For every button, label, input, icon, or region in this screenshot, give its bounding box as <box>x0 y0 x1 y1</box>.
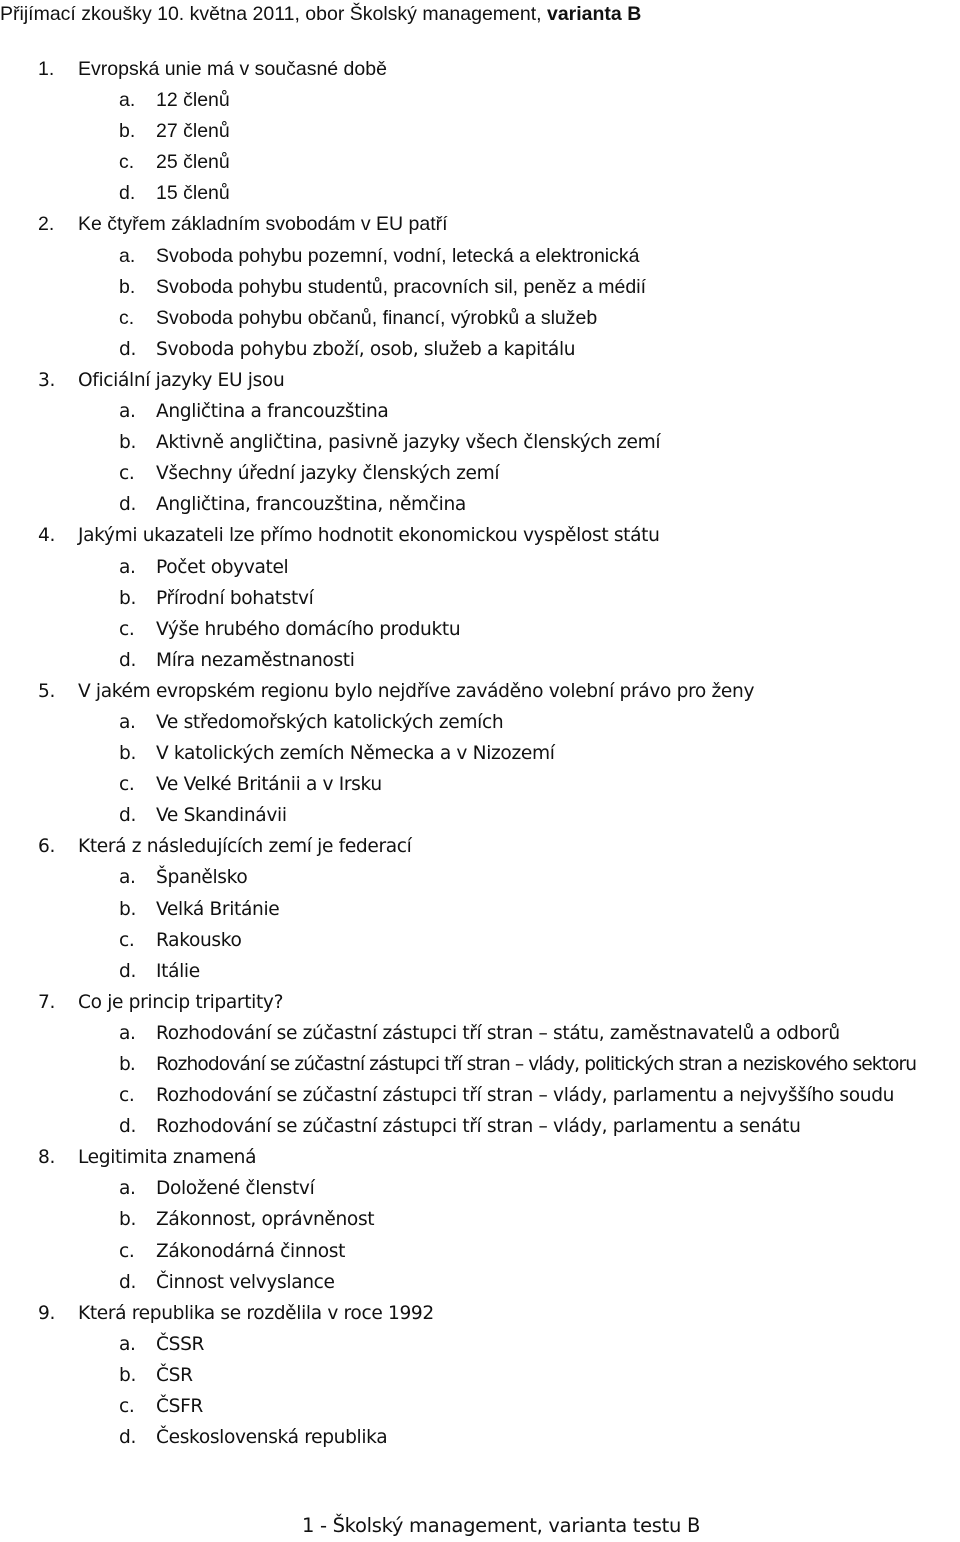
option-letter: c. <box>119 929 135 951</box>
option-text: Doložené členství <box>156 1178 315 1200</box>
option-text: ČSR <box>156 1364 193 1386</box>
option-letter: d. <box>119 649 137 671</box>
option-text: Zákonnost, oprávněnost <box>156 1209 375 1231</box>
option-text: Československá republika <box>156 1427 388 1449</box>
option-list <box>0 241 960 365</box>
option-c <box>0 1391 960 1422</box>
option-c <box>0 769 960 800</box>
option-letter: d. <box>119 1271 137 1293</box>
option-d <box>0 645 960 676</box>
question-1 <box>0 54 960 209</box>
option-b <box>0 272 960 303</box>
option-c <box>0 458 960 489</box>
option-letter: b. <box>119 587 137 609</box>
option-a <box>0 1329 960 1360</box>
option-text: Itálie <box>156 960 200 982</box>
option-b <box>0 427 960 458</box>
option-letter: c. <box>119 774 135 796</box>
option-list <box>0 862 960 986</box>
question-number: 3. <box>38 369 56 391</box>
option-letter: d. <box>119 182 136 205</box>
question-list <box>0 54 960 1453</box>
option-text: 15 členů <box>156 182 230 205</box>
option-letter: a. <box>119 1022 136 1044</box>
question-heading <box>0 209 960 240</box>
option-text: Ve Velké Británii a v Irsku <box>156 774 382 796</box>
option-a <box>0 241 960 272</box>
option-text: Činnost velvyslance <box>156 1271 335 1293</box>
option-letter: a. <box>119 711 136 733</box>
option-text: Aktivně angličtina, pasivně jazyky všech členských zemí <box>156 432 661 454</box>
option-b <box>0 1204 960 1235</box>
question-9 <box>0 1298 960 1453</box>
option-text: Rozhodování se zúčastní zástupci tří stran – vlády, parlamentu a nejvyššího soudu <box>156 1085 895 1107</box>
option-letter: b. <box>119 1054 135 1075</box>
option-b <box>0 1049 960 1080</box>
option-b <box>0 116 960 147</box>
option-text: Svoboda pohybu občanů, financí, výrobků a služeb <box>156 306 598 329</box>
option-letter: c. <box>119 151 135 174</box>
question-text: Co je princip tripartity? <box>78 991 284 1013</box>
option-c <box>0 925 960 956</box>
option-text: Ve středomořských katolických zemích <box>156 711 504 733</box>
option-letter: b. <box>119 898 137 920</box>
option-text: Rakousko <box>156 929 242 951</box>
question-8 <box>0 1142 960 1297</box>
option-text: Angličtina, francouzština, němčina <box>156 494 466 516</box>
question-text: Která republika se rozdělila v roce 1992 <box>78 1302 434 1324</box>
question-heading <box>0 831 960 862</box>
question-heading <box>0 676 960 707</box>
option-text: V katolických zemích Německa a v Nizozemí <box>156 743 555 765</box>
option-letter: b. <box>119 120 136 143</box>
question-2 <box>0 209 960 364</box>
option-text: Ve Skandinávii <box>156 805 287 827</box>
option-c <box>0 303 960 334</box>
option-text: Svoboda pohybu zboží, osob, služeb a kapitálu <box>156 338 576 360</box>
option-letter: c. <box>119 1085 135 1107</box>
option-letter: b. <box>119 1364 137 1386</box>
option-text: 25 členů <box>156 151 230 174</box>
option-a <box>0 707 960 738</box>
option-a <box>0 396 960 427</box>
option-d <box>0 489 960 520</box>
option-letter: b. <box>119 1209 137 1231</box>
option-d <box>0 334 960 365</box>
question-heading <box>0 1298 960 1329</box>
option-letter: d. <box>119 1427 137 1449</box>
question-number: 5. <box>38 680 56 702</box>
page-footer: 1 - Školský management, varianta testu B <box>301 1514 701 1537</box>
option-letter: d. <box>119 1116 137 1138</box>
option-list <box>0 396 960 520</box>
option-letter: b. <box>119 743 137 765</box>
option-text: Angličtina a francouzština <box>156 401 389 423</box>
question-number: 4. <box>38 525 56 547</box>
option-d <box>0 956 960 987</box>
question-number: 9. <box>38 1302 56 1324</box>
option-text: Míra nezaměstnanosti <box>156 649 355 671</box>
option-text: Rozhodování se zúčastní zástupci tří stran – vlády, parlamentu a senátu <box>156 1116 801 1138</box>
option-list <box>0 1018 960 1142</box>
title-variant: varianta B <box>546 3 642 25</box>
question-text: Oficiální jazyky EU jsou <box>78 369 285 391</box>
option-a <box>0 1173 960 1204</box>
question-heading <box>0 987 960 1018</box>
option-a <box>0 552 960 583</box>
question-7 <box>0 987 960 1142</box>
option-list <box>0 1173 960 1297</box>
question-number: 8. <box>38 1147 56 1169</box>
question-number: 6. <box>38 836 56 858</box>
option-text: Přírodní bohatství <box>156 587 314 609</box>
option-letter: c. <box>119 306 135 329</box>
question-heading <box>0 54 960 85</box>
question-6 <box>0 831 960 986</box>
option-d <box>0 1267 960 1298</box>
question-text: Legitimita znamená <box>78 1147 257 1169</box>
option-letter: a. <box>119 1333 136 1355</box>
option-letter: d. <box>119 338 137 360</box>
question-text: Evropská unie má v současné době <box>78 58 387 80</box>
option-letter: c. <box>119 618 135 640</box>
option-letter: a. <box>119 556 136 578</box>
option-letter: c. <box>119 463 135 485</box>
option-list <box>0 707 960 831</box>
option-a <box>0 1018 960 1049</box>
option-letter: a. <box>119 401 136 423</box>
option-text: Výše hrubého domácího produktu <box>156 618 461 640</box>
option-c <box>0 1236 960 1267</box>
option-letter: b. <box>119 275 136 298</box>
option-text: Všechny úřední jazyky členských zemí <box>156 463 500 485</box>
option-d <box>0 1422 960 1453</box>
option-letter: c. <box>119 1240 135 1262</box>
option-letter: c. <box>119 1396 135 1418</box>
option-b <box>0 738 960 769</box>
option-letter: d. <box>119 960 137 982</box>
option-b <box>0 583 960 614</box>
question-5 <box>0 676 960 831</box>
question-number: 1. <box>38 58 55 80</box>
option-c <box>0 147 960 178</box>
option-letter: b. <box>119 432 137 454</box>
question-heading <box>0 365 960 396</box>
option-text: Rozhodování se zúčastní zástupci tří stran – státu, zaměstnavatelů a odborů <box>156 1022 840 1044</box>
title-prefix: Přijímací zkoušky 10. května 2011, obor Školský management, <box>0 3 547 25</box>
option-c <box>0 1080 960 1111</box>
option-letter: a. <box>119 244 136 267</box>
question-number: 7. <box>38 991 56 1013</box>
question-text: Jakými ukazateli lze přímo hodnotit ekonomickou vyspělost státu <box>78 525 660 547</box>
option-c <box>0 614 960 645</box>
option-text: Španělsko <box>156 867 248 889</box>
question-text: Ke čtyřem základním svobodám v EU patří <box>78 213 448 236</box>
option-list <box>0 552 960 676</box>
option-text: Velká Británie <box>156 898 280 920</box>
question-heading <box>0 520 960 551</box>
question-text: Která z následujících zemí je federací <box>78 836 412 858</box>
option-letter: d. <box>119 805 137 827</box>
option-text: Rozhodování se zúčastní zástupci tří stran – vlády, politických stran a neziskového sektoru <box>156 1054 917 1075</box>
option-d <box>0 800 960 831</box>
option-d <box>0 1111 960 1142</box>
option-d <box>0 178 960 209</box>
question-number: 2. <box>38 213 55 236</box>
option-letter: a. <box>119 1178 136 1200</box>
option-a <box>0 862 960 893</box>
option-text: Zákonodárná činnost <box>156 1240 346 1262</box>
option-text: Svoboda pohybu studentů, pracovních sil, peněz a médií <box>156 275 646 298</box>
option-text: 27 členů <box>156 120 230 143</box>
option-list <box>0 85 960 209</box>
option-list <box>0 1329 960 1453</box>
option-letter: a. <box>119 89 136 112</box>
question-text: V jakém evropském regionu bylo nejdříve zaváděno volební právo pro ženy <box>78 680 755 702</box>
option-text: ČSSR <box>156 1333 205 1355</box>
option-text: Svoboda pohybu pozemní, vodní, letecká a elektronická <box>156 244 640 267</box>
page-title <box>0 0 641 28</box>
option-text: ČSFR <box>156 1396 204 1418</box>
option-text: 12 členů <box>156 89 230 112</box>
question-heading <box>0 1142 960 1173</box>
option-letter: a. <box>119 867 136 889</box>
question-3 <box>0 365 960 520</box>
option-letter: d. <box>119 494 137 516</box>
option-text: Počet obyvatel <box>156 556 289 578</box>
question-4 <box>0 520 960 675</box>
option-a <box>0 85 960 116</box>
option-b <box>0 1360 960 1391</box>
option-b <box>0 894 960 925</box>
